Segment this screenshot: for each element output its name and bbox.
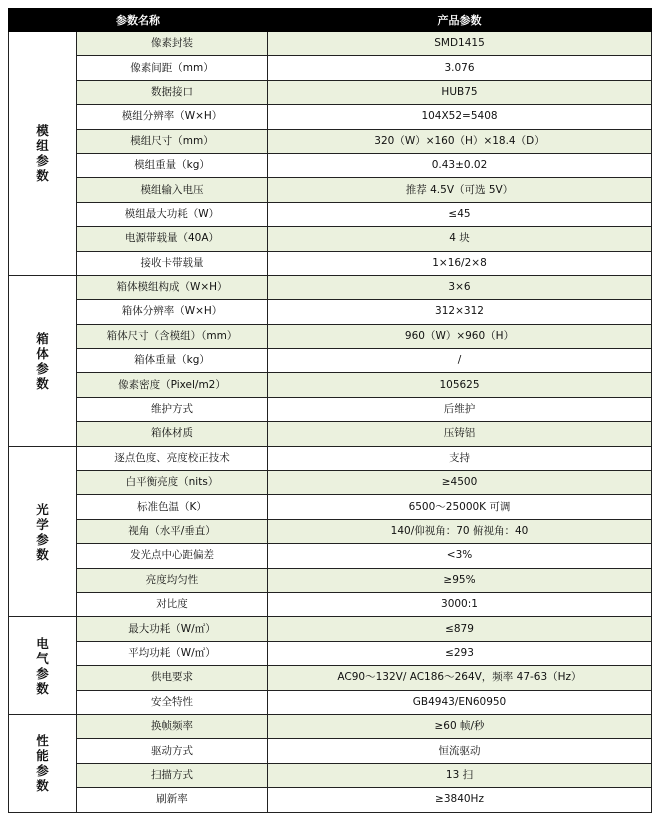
param-value: AC90～132V/ AC186～264V，频率 47-63（Hz） — [268, 666, 652, 690]
param-label: 箱体材质 — [77, 422, 268, 446]
param-value: 推荐 4.5V（可选 5V） — [268, 178, 652, 202]
param-value: 13 扫 — [268, 763, 652, 787]
param-label: 扫描方式 — [77, 763, 268, 787]
param-label: 模组分辨率（W×H） — [77, 105, 268, 129]
param-label: 像素间距（mm） — [77, 56, 268, 80]
param-value: 104X52=5408 — [268, 105, 652, 129]
param-value: 105625 — [268, 373, 652, 397]
param-value: 960（W）×960（H） — [268, 324, 652, 348]
param-label: 亮度均匀性 — [77, 568, 268, 592]
param-value: 支持 — [268, 446, 652, 470]
table-row — [9, 80, 652, 104]
table-row — [9, 495, 652, 519]
param-label: 供电要求 — [77, 666, 268, 690]
table-row — [9, 422, 652, 446]
param-value: 3.076 — [268, 56, 652, 80]
param-value: 后维护 — [268, 397, 652, 421]
param-label: 安全特性 — [77, 690, 268, 714]
group-label-text: 性能参数 — [36, 733, 49, 794]
param-label: 驱动方式 — [77, 739, 268, 763]
table-row — [9, 544, 652, 568]
table-row — [9, 129, 652, 153]
table-row — [9, 641, 652, 665]
group-label-text: 模组参数 — [36, 123, 49, 184]
group-label — [9, 275, 77, 446]
table-row — [9, 324, 652, 348]
param-value: ≥3840Hz — [268, 788, 652, 812]
header-param-name: 参数名称 — [9, 9, 268, 32]
param-label: 逐点色度、亮度校正技术 — [77, 446, 268, 470]
table-row — [9, 519, 652, 543]
param-label: 模组尺寸（mm） — [77, 129, 268, 153]
param-value: 312×312 — [268, 300, 652, 324]
param-label: 视角（水平/垂直） — [77, 519, 268, 543]
table-row — [9, 178, 652, 202]
param-value: 3×6 — [268, 275, 652, 299]
table-row — [9, 275, 652, 299]
table-row — [9, 788, 652, 812]
param-value: HUB75 — [268, 80, 652, 104]
group-label — [9, 446, 77, 617]
table-row — [9, 714, 652, 738]
table-row — [9, 617, 652, 641]
param-label: 电源带载量（40A） — [77, 227, 268, 251]
param-value: 140/仰视角：70 俯视角：40 — [268, 519, 652, 543]
param-value: ≤293 — [268, 641, 652, 665]
group-label — [9, 32, 77, 276]
table-row — [9, 227, 652, 251]
table-row — [9, 739, 652, 763]
param-label: 箱体尺寸（含模组）（mm） — [77, 324, 268, 348]
param-value: ≥60 帧/秒 — [268, 714, 652, 738]
table-row — [9, 300, 652, 324]
param-label: 刷新率 — [77, 788, 268, 812]
header-product-param: 产品参数 — [268, 9, 652, 32]
table-row — [9, 763, 652, 787]
table-row — [9, 202, 652, 226]
param-value: / — [268, 349, 652, 373]
table-row — [9, 105, 652, 129]
param-label: 白平衡亮度（nits） — [77, 471, 268, 495]
param-value: ≤45 — [268, 202, 652, 226]
table-row — [9, 690, 652, 714]
param-label: 接收卡带载量 — [77, 251, 268, 275]
table-row — [9, 568, 652, 592]
param-label: 数据接口 — [77, 80, 268, 104]
table-row — [9, 446, 652, 470]
param-value: ≤879 — [268, 617, 652, 641]
param-label: 最大功耗（W/㎡） — [77, 617, 268, 641]
param-label: 平均功耗（W/㎡） — [77, 641, 268, 665]
param-label: 模组输入电压 — [77, 178, 268, 202]
param-label: 箱体分辨率（W×H） — [77, 300, 268, 324]
group-label-text: 箱体参数 — [36, 330, 49, 391]
param-label: 像素封装 — [77, 32, 268, 56]
table-row — [9, 32, 652, 56]
param-label: 箱体重量（kg） — [77, 349, 268, 373]
param-label: 箱体模组构成（W×H） — [77, 275, 268, 299]
group-label-text: 电气参数 — [36, 635, 49, 696]
table-row — [9, 592, 652, 616]
table-row — [9, 397, 652, 421]
table-row — [9, 153, 652, 177]
param-label: 像素密度（Pixel/m2） — [77, 373, 268, 397]
group-label-text: 光学参数 — [36, 501, 49, 562]
group-label — [9, 617, 77, 715]
param-value: 0.43±0.02 — [268, 153, 652, 177]
table-row — [9, 666, 652, 690]
param-value: 压铸铝 — [268, 422, 652, 446]
param-label: 标准色温（K） — [77, 495, 268, 519]
param-value: 恒流驱动 — [268, 739, 652, 763]
param-value: SMD1415 — [268, 32, 652, 56]
spec-table-body — [9, 32, 652, 813]
spec-table — [8, 8, 652, 813]
param-value: 4 块 — [268, 227, 652, 251]
group-label — [9, 714, 77, 812]
param-value: GB4943/EN60950 — [268, 690, 652, 714]
param-value: <3% — [268, 544, 652, 568]
table-row — [9, 471, 652, 495]
param-label: 维护方式 — [77, 397, 268, 421]
param-label: 发光点中心距偏差 — [77, 544, 268, 568]
param-label: 模组重量（kg） — [77, 153, 268, 177]
table-header-row — [9, 9, 652, 32]
param-label: 换帧频率 — [77, 714, 268, 738]
table-row — [9, 349, 652, 373]
param-label: 对比度 — [77, 592, 268, 616]
table-row — [9, 251, 652, 275]
table-row — [9, 373, 652, 397]
param-value: 320（W）×160（H）×18.4（D） — [268, 129, 652, 153]
table-row — [9, 56, 652, 80]
param-label: 模组最大功耗（W） — [77, 202, 268, 226]
param-value: 3000:1 — [268, 592, 652, 616]
param-value: ≥4500 — [268, 471, 652, 495]
param-value: ≥95% — [268, 568, 652, 592]
param-value: 6500～25000K 可调 — [268, 495, 652, 519]
param-value: 1×16/2×8 — [268, 251, 652, 275]
